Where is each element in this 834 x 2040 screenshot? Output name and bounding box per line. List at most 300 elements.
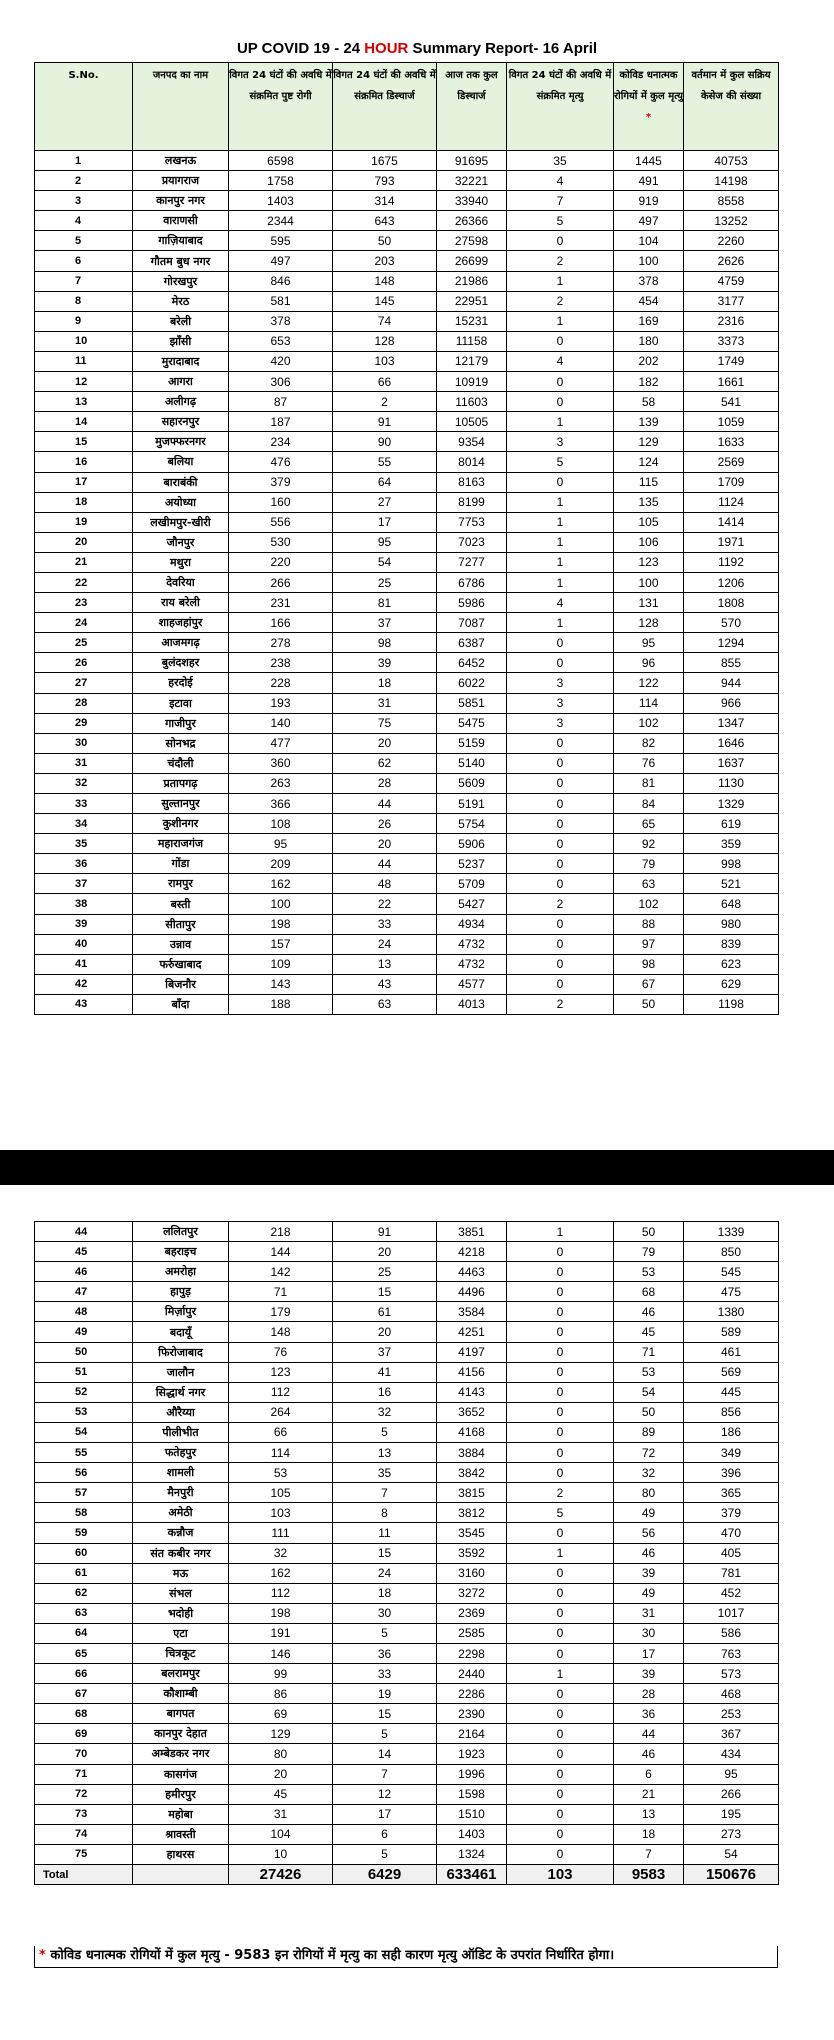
table-row bbox=[35, 1664, 779, 1684]
cell-active-cases: 1339 bbox=[684, 1222, 779, 1242]
cell-total-discharged: 1923 bbox=[437, 1744, 507, 1764]
cell-district: गाज़ियाबाद bbox=[133, 231, 229, 251]
cell-active-cases: 856 bbox=[684, 1402, 779, 1422]
cell-active-cases: 266 bbox=[684, 1784, 779, 1804]
cell-total-discharged: 5986 bbox=[437, 593, 507, 613]
title-suffix: Summary Report- 16 April bbox=[408, 40, 598, 57]
cell-active-cases: 545 bbox=[684, 1262, 779, 1282]
cell-deaths-24h: 4 bbox=[507, 171, 614, 191]
table-row bbox=[35, 1362, 779, 1382]
cell-district: मऊ bbox=[133, 1563, 229, 1583]
cell-total-discharged: 2390 bbox=[437, 1704, 507, 1724]
cell-discharged-24h: 2 bbox=[333, 392, 437, 412]
cell-total-discharged: 6786 bbox=[437, 572, 507, 592]
cell-discharged-24h: 15 bbox=[333, 1282, 437, 1302]
cell-new-cases: 530 bbox=[229, 532, 333, 552]
cell-deaths-24h: 0 bbox=[507, 1724, 614, 1744]
cell-active-cases: 1294 bbox=[684, 633, 779, 653]
cell-total-deaths: 32 bbox=[614, 1463, 684, 1483]
cell-total-discharged: 21986 bbox=[437, 271, 507, 291]
cell-total-deaths: 53 bbox=[614, 1262, 684, 1282]
cell-discharged-24h: 5 bbox=[333, 1422, 437, 1442]
cell-active-cases: 850 bbox=[684, 1242, 779, 1262]
cell-active-cases: 468 bbox=[684, 1684, 779, 1704]
cell-deaths-24h: 0 bbox=[507, 1744, 614, 1764]
cell-discharged-24h: 27 bbox=[333, 492, 437, 512]
table-row bbox=[35, 452, 779, 472]
cell-sno: 11 bbox=[35, 351, 133, 371]
cell-sno: 37 bbox=[35, 874, 133, 894]
cell-discharged-24h: 24 bbox=[333, 1563, 437, 1583]
table-row bbox=[35, 492, 779, 512]
cell-total-deaths: 135 bbox=[614, 492, 684, 512]
cell-sno: 57 bbox=[35, 1483, 133, 1503]
cell-total-discharged: 5159 bbox=[437, 733, 507, 753]
cell-new-cases: 2344 bbox=[229, 211, 333, 231]
cell-discharged-24h: 203 bbox=[333, 251, 437, 271]
cell-deaths-24h: 2 bbox=[507, 291, 614, 311]
cell-sno: 68 bbox=[35, 1704, 133, 1724]
cell-total-deaths: 56 bbox=[614, 1523, 684, 1543]
cell-new-cases: 76 bbox=[229, 1342, 333, 1362]
cell-sno: 61 bbox=[35, 1563, 133, 1583]
cell-sno: 30 bbox=[35, 733, 133, 753]
cell-sno: 52 bbox=[35, 1382, 133, 1402]
cell-new-cases: 477 bbox=[229, 733, 333, 753]
cell-discharged-24h: 25 bbox=[333, 572, 437, 592]
cell-active-cases: 253 bbox=[684, 1704, 779, 1724]
cell-total-deaths: 39 bbox=[614, 1664, 684, 1684]
cell-total-discharged: 5140 bbox=[437, 753, 507, 773]
page-separator bbox=[0, 1150, 834, 1185]
cell-total-deaths: 454 bbox=[614, 291, 684, 311]
cell-new-cases: 1758 bbox=[229, 171, 333, 191]
cell-total-deaths: 180 bbox=[614, 331, 684, 351]
cell-total-discharged: 4934 bbox=[437, 914, 507, 934]
cell-total-discharged: 2164 bbox=[437, 1724, 507, 1744]
table-row bbox=[35, 351, 779, 371]
cell-total-discharged: 4577 bbox=[437, 974, 507, 994]
cell-sno: 46 bbox=[35, 1262, 133, 1282]
cell-new-cases: 108 bbox=[229, 814, 333, 834]
cell-district: ललितपुर bbox=[133, 1222, 229, 1242]
cell-district: रामपुर bbox=[133, 874, 229, 894]
table-row bbox=[35, 1563, 779, 1583]
cell-active-cases: 1808 bbox=[684, 593, 779, 613]
cell-new-cases: 111 bbox=[229, 1523, 333, 1543]
table-row bbox=[35, 1242, 779, 1262]
cell-total-deaths: 95 bbox=[614, 633, 684, 653]
cell-total-discharged: 22951 bbox=[437, 291, 507, 311]
cell-deaths-24h: 0 bbox=[507, 974, 614, 994]
table-row bbox=[35, 572, 779, 592]
table-row bbox=[35, 894, 779, 914]
cell-new-cases: 112 bbox=[229, 1583, 333, 1603]
cell-discharged-24h: 62 bbox=[333, 753, 437, 773]
table-row bbox=[35, 1623, 779, 1643]
cell-discharged-24h: 5 bbox=[333, 1623, 437, 1643]
cell-district: शाहजहांपुर bbox=[133, 613, 229, 633]
cell-total-deaths: 53 bbox=[614, 1362, 684, 1382]
cell-active-cases: 855 bbox=[684, 653, 779, 673]
cell-district: आजमगढ़ bbox=[133, 633, 229, 653]
col-header-total-discharged: आज तक कुल डिस्चार्ज bbox=[437, 63, 507, 151]
cell-deaths-24h: 3 bbox=[507, 673, 614, 693]
cell-discharged-24h: 81 bbox=[333, 593, 437, 613]
cell-total-discharged: 11603 bbox=[437, 392, 507, 412]
cell-sno: 59 bbox=[35, 1523, 133, 1543]
cell-discharged-24h: 36 bbox=[333, 1643, 437, 1663]
cell-new-cases: 228 bbox=[229, 673, 333, 693]
cell-total-discharged: 12179 bbox=[437, 351, 507, 371]
table-row bbox=[35, 1844, 779, 1864]
cell-total-deaths: 128 bbox=[614, 613, 684, 633]
cell-discharged-24h: 39 bbox=[333, 653, 437, 673]
cell-sno: 45 bbox=[35, 1242, 133, 1262]
cell-deaths-24h: 2 bbox=[507, 1483, 614, 1503]
cell-total-discharged: 3652 bbox=[437, 1402, 507, 1422]
cell-sno: 72 bbox=[35, 1784, 133, 1804]
cell-district: देवरिया bbox=[133, 572, 229, 592]
cell-discharged-24h: 17 bbox=[333, 512, 437, 532]
cell-total-deaths: 44 bbox=[614, 1724, 684, 1744]
table-row bbox=[35, 1724, 779, 1744]
cell-new-cases: 114 bbox=[229, 1443, 333, 1463]
cell-active-cases: 1380 bbox=[684, 1302, 779, 1322]
table-row bbox=[35, 231, 779, 251]
cell-district: प्रयागराज bbox=[133, 171, 229, 191]
cell-sno: 8 bbox=[35, 291, 133, 311]
cell-new-cases: 71 bbox=[229, 1282, 333, 1302]
cell-district: प्रतापगढ़ bbox=[133, 773, 229, 793]
cell-deaths-24h: 0 bbox=[507, 1704, 614, 1724]
cell-discharged-24h: 12 bbox=[333, 1784, 437, 1804]
cell-total-deaths: 123 bbox=[614, 552, 684, 572]
cell-active-cases: 1124 bbox=[684, 492, 779, 512]
cell-active-cases: 1017 bbox=[684, 1603, 779, 1623]
table-row bbox=[35, 1262, 779, 1282]
cell-sno: 7 bbox=[35, 271, 133, 291]
cell-active-cases: 589 bbox=[684, 1322, 779, 1342]
footnote-text: कोविड धनात्मक रोगियों में कुल मृत्यु - 9583 इन रोगियों में मृत्यु का सही कारण मृत्यु ऑडिट के उपरांत निर्धारित होगा। bbox=[45, 1948, 615, 1963]
cell-new-cases: 95 bbox=[229, 834, 333, 854]
cell-deaths-24h: 0 bbox=[507, 934, 614, 954]
cell-district: मुजफ्फरनगर bbox=[133, 432, 229, 452]
table-row bbox=[35, 1322, 779, 1342]
table-row bbox=[35, 1443, 779, 1463]
cell-total-deaths: 76 bbox=[614, 753, 684, 773]
cell-sno: 58 bbox=[35, 1503, 133, 1523]
cell-discharged-24h: 75 bbox=[333, 713, 437, 733]
cell-total-deaths: 919 bbox=[614, 191, 684, 211]
cell-active-cases: 1637 bbox=[684, 753, 779, 773]
cell-district: एटा bbox=[133, 1623, 229, 1643]
cell-total-deaths: 98 bbox=[614, 954, 684, 974]
cell-sno: 38 bbox=[35, 894, 133, 914]
cell-sno: 5 bbox=[35, 231, 133, 251]
cell-discharged-24h: 15 bbox=[333, 1543, 437, 1563]
table-row bbox=[35, 1784, 779, 1804]
cell-total-deaths: 82 bbox=[614, 733, 684, 753]
cell-total-discharged: 1324 bbox=[437, 1844, 507, 1864]
cell-new-cases: 105 bbox=[229, 1483, 333, 1503]
cell-new-cases: 420 bbox=[229, 351, 333, 371]
cell-deaths-24h: 0 bbox=[507, 1643, 614, 1663]
cell-district: भदोही bbox=[133, 1603, 229, 1623]
cell-total-deaths: 1445 bbox=[614, 151, 684, 171]
table-row bbox=[35, 291, 779, 311]
cell-active-cases: 569 bbox=[684, 1362, 779, 1382]
cell-discharged-24h: 128 bbox=[333, 331, 437, 351]
table-row bbox=[35, 412, 779, 432]
cell-active-cases: 13252 bbox=[684, 211, 779, 231]
cell-total-deaths: 30 bbox=[614, 1623, 684, 1643]
cell-total-discharged: 5906 bbox=[437, 834, 507, 854]
cell-total-deaths: 106 bbox=[614, 532, 684, 552]
cell-new-cases: 188 bbox=[229, 994, 333, 1014]
cell-district: महाराजगंज bbox=[133, 834, 229, 854]
cell-total-discharged: 5191 bbox=[437, 794, 507, 814]
cell-district: महोबा bbox=[133, 1804, 229, 1824]
cell-total-discharged: 6452 bbox=[437, 653, 507, 673]
cell-district: सुल्तानपुर bbox=[133, 794, 229, 814]
cell-discharged-24h: 55 bbox=[333, 452, 437, 472]
table-row bbox=[35, 171, 779, 191]
cell-new-cases: 360 bbox=[229, 753, 333, 773]
table-row bbox=[35, 311, 779, 331]
cell-active-cases: 648 bbox=[684, 894, 779, 914]
cell-active-cases: 349 bbox=[684, 1443, 779, 1463]
cell-district: हापुड़ bbox=[133, 1282, 229, 1302]
cell-new-cases: 140 bbox=[229, 713, 333, 733]
cell-new-cases: 20 bbox=[229, 1764, 333, 1784]
cell-district: शामली bbox=[133, 1463, 229, 1483]
cell-active-cases: 573 bbox=[684, 1664, 779, 1684]
cell-sno: 27 bbox=[35, 673, 133, 693]
table-row bbox=[35, 653, 779, 673]
cell-total-deaths: 50 bbox=[614, 994, 684, 1014]
cell-total-deaths: 100 bbox=[614, 251, 684, 271]
cell-discharged-24h: 7 bbox=[333, 1764, 437, 1784]
cell-discharged-24h: 66 bbox=[333, 372, 437, 392]
cell-sno: 56 bbox=[35, 1463, 133, 1483]
cell-sno: 3 bbox=[35, 191, 133, 211]
cell-district: कन्नौज bbox=[133, 1523, 229, 1543]
cell-total-deaths: 58 bbox=[614, 392, 684, 412]
table-row bbox=[35, 1382, 779, 1402]
cell-total-discharged: 6387 bbox=[437, 633, 507, 653]
cell-sno: 15 bbox=[35, 432, 133, 452]
cell-new-cases: 187 bbox=[229, 412, 333, 432]
cell-deaths-24h: 0 bbox=[507, 1764, 614, 1784]
cell-deaths-24h: 5 bbox=[507, 211, 614, 231]
table-row bbox=[35, 994, 779, 1014]
cell-active-cases: 2260 bbox=[684, 231, 779, 251]
cell-discharged-24h: 91 bbox=[333, 412, 437, 432]
cell-total-deaths: 36 bbox=[614, 1704, 684, 1724]
cell-discharged-24h: 103 bbox=[333, 351, 437, 371]
cell-district: गोंडा bbox=[133, 854, 229, 874]
cell-district: सोनभद्र bbox=[133, 733, 229, 753]
cell-deaths-24h: 0 bbox=[507, 834, 614, 854]
cell-active-cases: 966 bbox=[684, 693, 779, 713]
cell-sno: 12 bbox=[35, 372, 133, 392]
cell-discharged-24h: 31 bbox=[333, 693, 437, 713]
cell-deaths-24h: 0 bbox=[507, 1443, 614, 1463]
cell-sno: 39 bbox=[35, 914, 133, 934]
cell-deaths-24h: 0 bbox=[507, 814, 614, 834]
cell-active-cases: 839 bbox=[684, 934, 779, 954]
cell-discharged-24h: 41 bbox=[333, 1362, 437, 1382]
table-row bbox=[35, 512, 779, 532]
cell-total-deaths: 21 bbox=[614, 1784, 684, 1804]
cell-sno: 35 bbox=[35, 834, 133, 854]
cell-discharged-24h: 314 bbox=[333, 191, 437, 211]
cell-total-discharged: 4143 bbox=[437, 1382, 507, 1402]
cell-total-deaths: 72 bbox=[614, 1443, 684, 1463]
table-row bbox=[35, 392, 779, 412]
cell-sno: 36 bbox=[35, 854, 133, 874]
cell-discharged-24h: 43 bbox=[333, 974, 437, 994]
cell-deaths-24h: 0 bbox=[507, 1463, 614, 1483]
cell-new-cases: 123 bbox=[229, 1362, 333, 1382]
cell-new-cases: 476 bbox=[229, 452, 333, 472]
table-row bbox=[35, 733, 779, 753]
table-row bbox=[35, 1684, 779, 1704]
cell-new-cases: 198 bbox=[229, 914, 333, 934]
cell-new-cases: 112 bbox=[229, 1382, 333, 1402]
cell-discharged-24h: 1675 bbox=[333, 151, 437, 171]
cell-new-cases: 162 bbox=[229, 874, 333, 894]
cell-district: अमरोहा bbox=[133, 1262, 229, 1282]
cell-new-cases: 653 bbox=[229, 331, 333, 351]
cell-discharged-24h: 33 bbox=[333, 914, 437, 934]
cell-discharged-24h: 14 bbox=[333, 1744, 437, 1764]
cell-sno: 49 bbox=[35, 1322, 133, 1342]
cell-active-cases: 40753 bbox=[684, 151, 779, 171]
cell-deaths-24h: 1 bbox=[507, 613, 614, 633]
cell-total-discharged: 3884 bbox=[437, 1443, 507, 1463]
cell-total-discharged: 4168 bbox=[437, 1422, 507, 1442]
cell-discharged-24h: 30 bbox=[333, 1603, 437, 1623]
cell-discharged-24h: 8 bbox=[333, 1503, 437, 1523]
cell-active-cases: 195 bbox=[684, 1804, 779, 1824]
cell-total-discharged: 3545 bbox=[437, 1523, 507, 1543]
cell-active-cases: 1709 bbox=[684, 472, 779, 492]
cell-new-cases: 45 bbox=[229, 1784, 333, 1804]
cell-new-cases: 32 bbox=[229, 1543, 333, 1563]
cell-sno: 21 bbox=[35, 552, 133, 572]
cell-sno: 42 bbox=[35, 974, 133, 994]
cell-discharged-24h: 91 bbox=[333, 1222, 437, 1242]
cell-total-deaths: 18 bbox=[614, 1824, 684, 1844]
cell-total-deaths: 63 bbox=[614, 874, 684, 894]
cell-total-discharged: 4496 bbox=[437, 1282, 507, 1302]
cell-discharged-24h: 6429 bbox=[333, 1865, 437, 1885]
cell-district: सहारनपुर bbox=[133, 412, 229, 432]
cell-discharged-24h: 28 bbox=[333, 773, 437, 793]
cell-sno: 34 bbox=[35, 814, 133, 834]
table-row bbox=[35, 1583, 779, 1603]
cell-active-cases: 1971 bbox=[684, 532, 779, 552]
cell-active-cases: 1329 bbox=[684, 794, 779, 814]
cell-deaths-24h: 5 bbox=[507, 1503, 614, 1523]
cell-district: मथुरा bbox=[133, 552, 229, 572]
table-row bbox=[35, 151, 779, 171]
table-row bbox=[35, 432, 779, 452]
cell-deaths-24h: 0 bbox=[507, 794, 614, 814]
cell-district: बागपत bbox=[133, 1704, 229, 1724]
cell-total-discharged: 3842 bbox=[437, 1463, 507, 1483]
cell-discharged-24h: 20 bbox=[333, 834, 437, 854]
cell-district: बदायूँ bbox=[133, 1322, 229, 1342]
table-row bbox=[35, 1643, 779, 1663]
cell-total-discharged: 3584 bbox=[437, 1302, 507, 1322]
table-row bbox=[35, 593, 779, 613]
cell-total-discharged: 6022 bbox=[437, 673, 507, 693]
cell-deaths-24h: 1 bbox=[507, 532, 614, 552]
cell-sno: 51 bbox=[35, 1362, 133, 1382]
table-row bbox=[35, 633, 779, 653]
cell-new-cases: 99 bbox=[229, 1664, 333, 1684]
cell-deaths-24h: 0 bbox=[507, 1804, 614, 1824]
cell-new-cases: 166 bbox=[229, 613, 333, 633]
cell-new-cases: 80 bbox=[229, 1744, 333, 1764]
cell-district: अमेठी bbox=[133, 1503, 229, 1523]
cell-total-deaths: 88 bbox=[614, 914, 684, 934]
cell-new-cases: 193 bbox=[229, 693, 333, 713]
cell-sno: 43 bbox=[35, 994, 133, 1014]
cell-sno: 14 bbox=[35, 412, 133, 432]
cell-district: श्रावस्ती bbox=[133, 1824, 229, 1844]
cell-total-discharged: 5427 bbox=[437, 894, 507, 914]
cell-discharged-24h: 22 bbox=[333, 894, 437, 914]
cell-discharged-24h: 19 bbox=[333, 1684, 437, 1704]
cell-active-cases: 2626 bbox=[684, 251, 779, 271]
cell-active-cases: 998 bbox=[684, 854, 779, 874]
cell-deaths-24h: 0 bbox=[507, 1402, 614, 1422]
cell-total-deaths: 104 bbox=[614, 231, 684, 251]
cell-district: गाजीपुर bbox=[133, 713, 229, 733]
cell-new-cases: 157 bbox=[229, 934, 333, 954]
cell-sno: 75 bbox=[35, 1844, 133, 1864]
cell-active-cases: 367 bbox=[684, 1724, 779, 1744]
cell-deaths-24h: 0 bbox=[507, 231, 614, 251]
cell-active-cases: 1347 bbox=[684, 713, 779, 733]
cell-discharged-24h: 20 bbox=[333, 1242, 437, 1262]
cell-deaths-24h: 1 bbox=[507, 271, 614, 291]
cell-new-cases: 595 bbox=[229, 231, 333, 251]
cell-new-cases: 278 bbox=[229, 633, 333, 653]
cell-total-deaths: 115 bbox=[614, 472, 684, 492]
cell-district: बुलंदशहर bbox=[133, 653, 229, 673]
cell-total-deaths: 131 bbox=[614, 593, 684, 613]
cell-sno: 73 bbox=[35, 1804, 133, 1824]
cell-discharged-24h: 90 bbox=[333, 432, 437, 452]
cell-sno: 28 bbox=[35, 693, 133, 713]
cell-total-discharged: 2286 bbox=[437, 1684, 507, 1704]
table-row bbox=[35, 914, 779, 934]
cell-deaths-24h: 1 bbox=[507, 1664, 614, 1684]
cell-active-cases: 1198 bbox=[684, 994, 779, 1014]
cell-active-cases: 4759 bbox=[684, 271, 779, 291]
cell-discharged-24h: 48 bbox=[333, 874, 437, 894]
cell-new-cases: 378 bbox=[229, 311, 333, 331]
cell-deaths-24h: 0 bbox=[507, 1322, 614, 1342]
cell-active-cases: 470 bbox=[684, 1523, 779, 1543]
cell-discharged-24h: 64 bbox=[333, 472, 437, 492]
cell-new-cases: 238 bbox=[229, 653, 333, 673]
